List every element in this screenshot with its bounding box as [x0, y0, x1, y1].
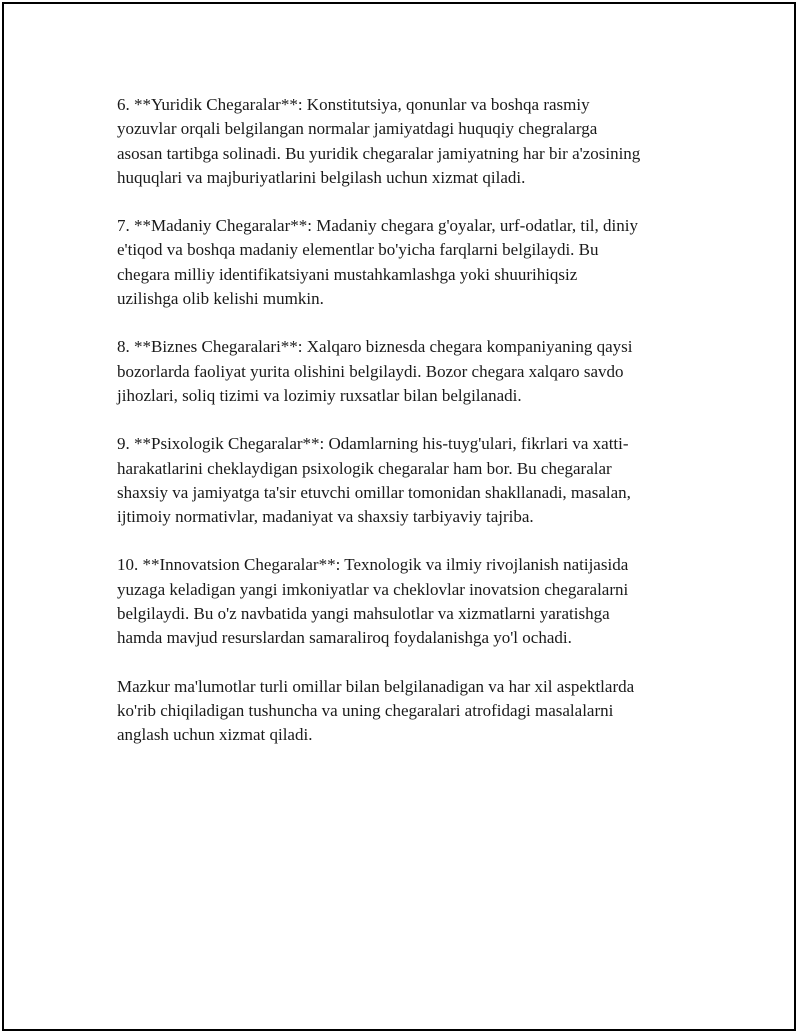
text-line: 8. **Biznes Chegaralari**: Xalqaro biznesda chegara kompaniyaning qaysi: [117, 337, 633, 357]
text-line: chegara milliy identifikatsiyani mustahkamlashga yoki shuurihiqsiz: [117, 264, 578, 284]
text-line: anglash uchun xizmat qiladi.: [117, 725, 313, 745]
text-line: harakatlarini cheklaydigan psixologik chegaralar ham bor. Bu chegaralar: [117, 458, 612, 478]
paragraph-innovatsion-chegaralar: [117, 553, 687, 650]
text-line: Mazkur ma'lumotlar turli omillar bilan belgilanadigan va har xil aspektlarda: [117, 676, 635, 696]
document-body: [117, 93, 687, 772]
text-line: huquqlari va majburiyatlarini belgilash uchun xizmat qiladi.: [117, 167, 526, 187]
text-line: hamda mavjud resurslardan samaraliroq foydalanishga yo'l ochadi.: [117, 628, 572, 648]
paragraph-madaniy-chegaralar: [117, 214, 687, 311]
text-line: yozuvlar orqali belgilangan normalar jamiyatdagi huquqiy chegralarga: [117, 119, 598, 139]
text-line: 6. **Yuridik Chegaralar**: Konstitutsiya, qonunlar va boshqa rasmiy: [117, 95, 590, 114]
text-line: 9. **Psixologik Chegaralar**: Odamlarning his-tuyg'ulari, fikrlari va xatti-: [117, 434, 629, 454]
text-line: 7. **Madaniy Chegaralar**: Madaniy chegara g'oyalar, urf-odatlar, til, diniy: [117, 216, 638, 236]
text-line: ko'rib chiqiladigan tushuncha va uning chegaralari atrofidagi masalalarni: [117, 700, 614, 720]
text-line: jihozlari, soliq tizimi va lozimiy ruxsatlar bilan belgilanadi.: [117, 385, 522, 405]
paragraph-psixologik-chegaralar: [117, 432, 687, 529]
text-line: e'tiqod va boshqa madaniy elementlar bo'yicha farqlarni belgilaydi. Bu: [117, 240, 599, 260]
text-line: uzilishga olib kelishi mumkin.: [117, 289, 324, 309]
paragraph-yuridik-chegaralar: [117, 93, 687, 190]
paragraph-biznes-chegaralari: [117, 335, 687, 408]
text-line: ijtimoiy normativlar, madaniyat va shaxsiy tarbiyaviy tajriba.: [117, 507, 534, 527]
text-line: yuzaga keladigan yangi imkoniyatlar va cheklovlar inovatsion chegaralarni: [117, 579, 629, 599]
text-line: bozorlarda faoliyat yurita olishini belgilaydi. Bozor chegara xalqaro savdo: [117, 361, 624, 381]
text-line: asosan tartibga solinadi. Bu yuridik chegaralar jamiyatning har bir a'zosining: [117, 143, 641, 163]
text-line: 10. **Innovatsion Chegaralar**: Texnologik va ilmiy rivojlanish natijasida: [117, 555, 629, 575]
text-line: shaxsiy va jamiyatga ta'sir etuvchi omillar tomonidan shakllanadi, masalan,: [117, 482, 631, 502]
paragraph-conclusion: [117, 675, 687, 748]
text-line: belgilaydi. Bu o'z navbatida yangi mahsulotlar va xizmatlarni yaratishga: [117, 604, 610, 624]
